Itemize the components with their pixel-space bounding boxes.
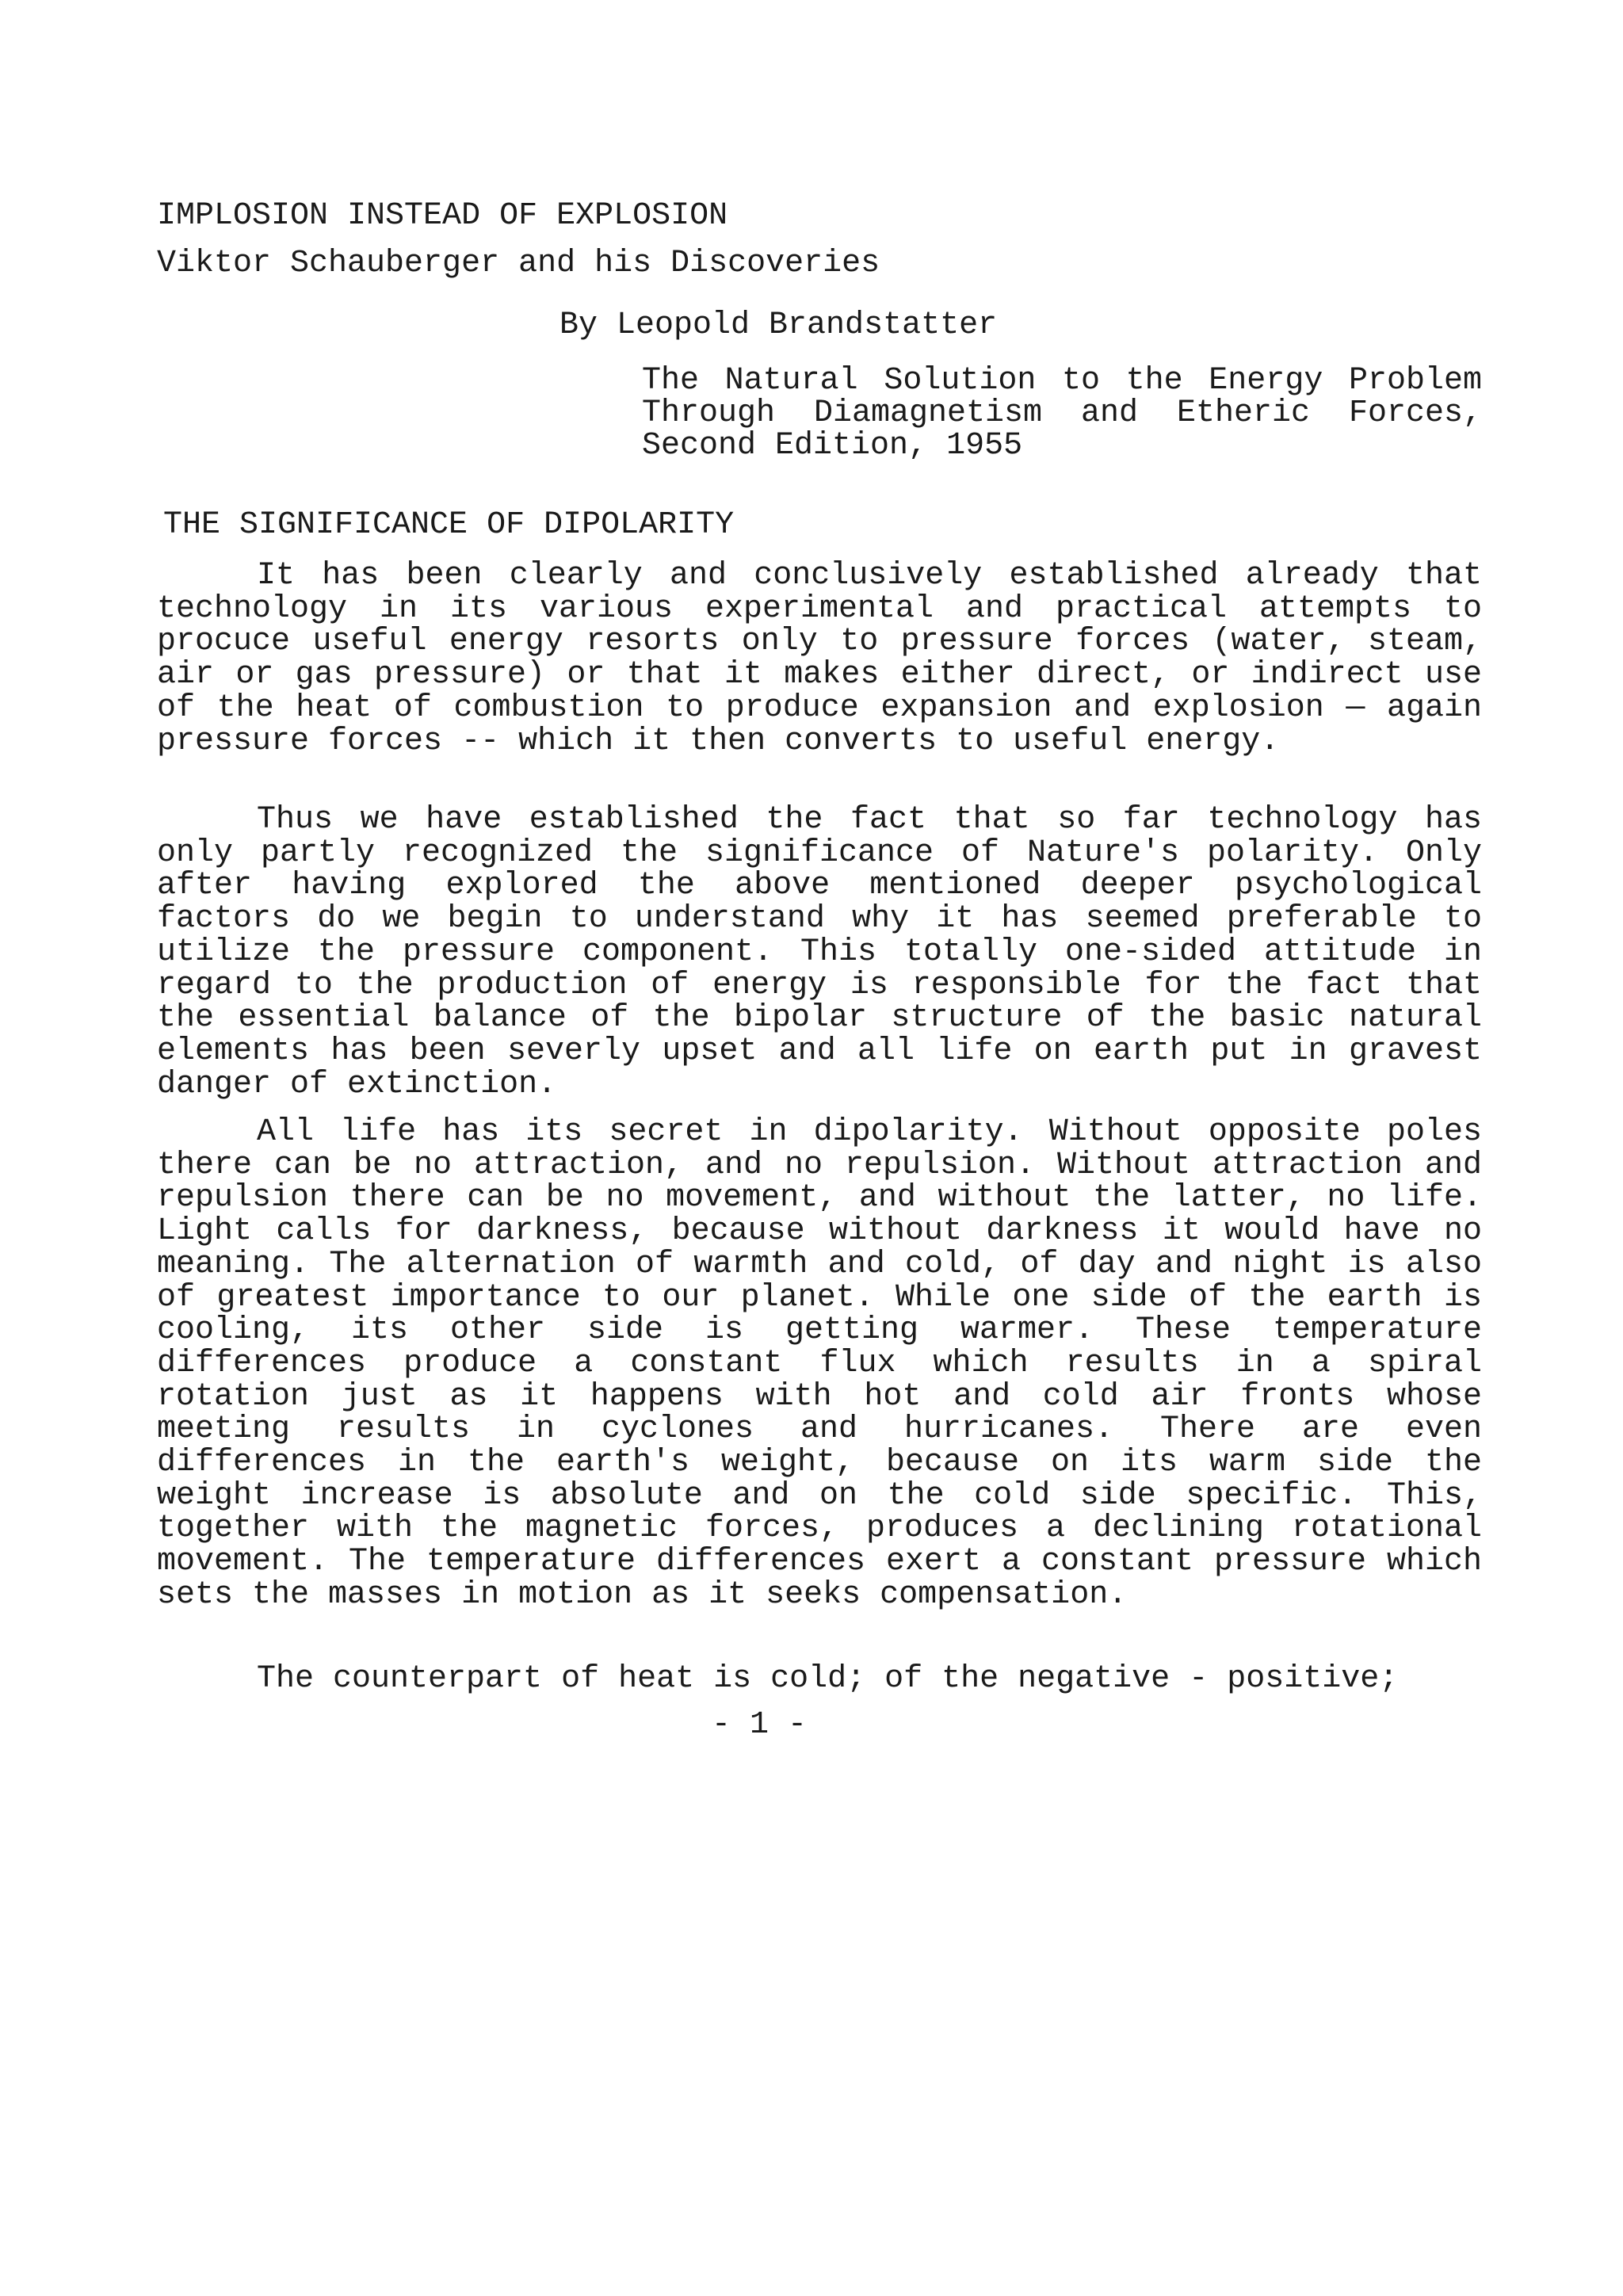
- source-note: The Natural Solution to the Energy Problem Through Diamagnetism and Etheric Forces, Second Edition, 1955: [642, 363, 1482, 464]
- page-number: - 1 -: [712, 1707, 808, 1743]
- body-paragraph-4: The counterpart of heat is cold; of the negative - positive;: [257, 1661, 1399, 1697]
- document-subtitle: Viktor Schauberger and his Discoveries: [157, 246, 880, 281]
- body-paragraph-3: All life has its secret in dipolarity. Without opposite poles there can be no attraction, and no repulsion. Without attraction and repulsion there can be no movement, and without the latter, no life. Light calls for darkness, because without darkness it would have no meaning. The alternation of warmth and cold, of day and night is also of greatest importance to our planet. While one side of the earth is cooling, its other side is getting warmer. These temperature differences produce a constant flux which results in a spiral rotation just as it happens with hot and cold air fronts whose meeting results in cyclones and hurricanes. There are even differences in the earth's weight, because on its warm side the weight increase is absolute and on the cold side specific. This, together with the magnetic forces, produces a declining rotational movement. The temperature differences exert a constant pressure which sets the masses in motion as it seeks compensation.: [157, 1114, 1482, 1613]
- document-title: IMPLOSION INSTEAD OF EXPLOSION: [157, 198, 728, 234]
- author-byline: By Leopold Brandstatter: [559, 308, 998, 343]
- body-paragraph-1: It has been clearly and conclusively established already that technology in its various experimental and practical attempts to procuce useful energy resorts only to pressure forces (water, steam, air or gas pressure) or that it makes either direct, or indirect use of the heat of combustion to produce expansion and explosion — again pressure forces -- which it then converts to useful energy.: [157, 558, 1482, 759]
- section-heading: THE SIGNIFICANCE OF DIPOLARITY: [163, 507, 735, 543]
- body-paragraph-2: Thus we have established the fact that so far technology has only partly recognized the significance of Nature's polarity. Only after having explored the above mentioned deeper psychological factors do we begin to understand why it has seemed preferable to utilize the pressure component. This totally one-sided attitude in regard to the production of energy is responsible for the fact that the essential balance of the bipolar structure of the basic natural elements has been severly upset and all life on earth put in gravest danger of extinction.: [157, 802, 1482, 1102]
